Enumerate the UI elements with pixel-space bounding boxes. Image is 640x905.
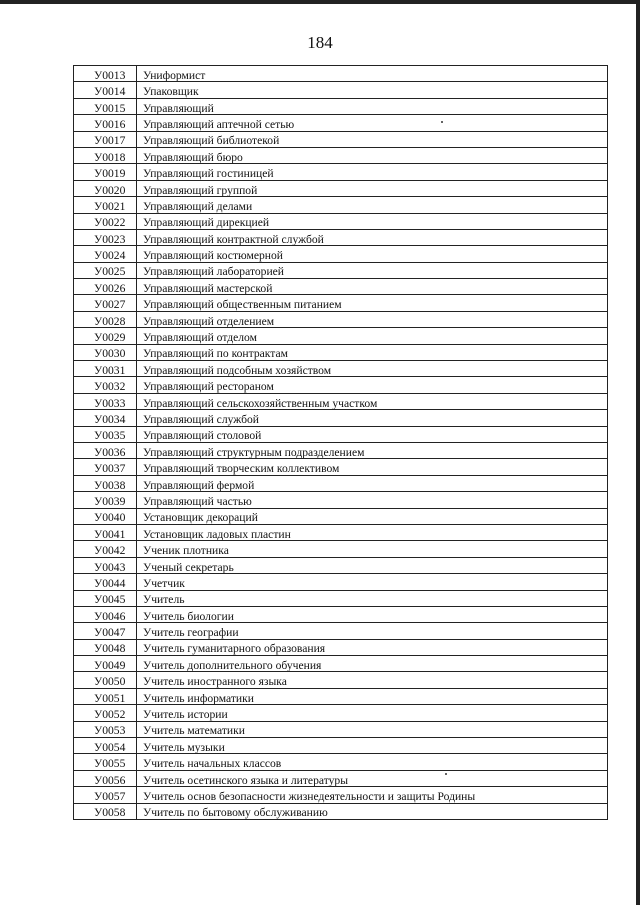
occupation-code: У0024 — [74, 246, 137, 262]
occupation-code: У0042 — [74, 541, 137, 557]
occupation-name: Упаковщик — [137, 82, 608, 98]
occupation-name: Управляющий бюро — [137, 147, 608, 163]
occupation-code: У0055 — [74, 754, 137, 770]
occupation-name: Учитель музыки — [137, 738, 608, 754]
occupation-code: У0047 — [74, 623, 137, 639]
occupation-name: Учитель истории — [137, 705, 608, 721]
table-row — [74, 623, 608, 639]
table-row — [74, 147, 608, 163]
occupation-code: У0029 — [74, 328, 137, 344]
occupation-code: У0015 — [74, 98, 137, 114]
table-row — [74, 442, 608, 458]
occupation-code-table — [73, 65, 608, 820]
occupation-name: Управляющий структурным подразделением — [137, 442, 608, 458]
table-row — [74, 524, 608, 540]
occupation-name: Учитель иностранного языка — [137, 672, 608, 688]
table-row — [74, 557, 608, 573]
occupation-code: У0049 — [74, 656, 137, 672]
occupation-name: Управляющий отделом — [137, 328, 608, 344]
occupation-name: Управляющий творческим коллективом — [137, 459, 608, 475]
occupation-name: Управляющий костюмерной — [137, 246, 608, 262]
scan-speck — [441, 121, 443, 123]
occupation-code: У0035 — [74, 426, 137, 442]
occupation-code: У0046 — [74, 606, 137, 622]
occupation-code: У0040 — [74, 508, 137, 524]
occupation-name: Учетчик — [137, 574, 608, 590]
table-row — [74, 508, 608, 524]
table-row — [74, 475, 608, 491]
occupation-name: Управляющий группой — [137, 180, 608, 196]
occupation-code: У0016 — [74, 115, 137, 131]
occupation-name: Управляющий контрактной службой — [137, 229, 608, 245]
occupation-name: Управляющий аптечной сетью — [137, 115, 608, 131]
occupation-name: Управляющий сельскохозяйственным участком — [137, 393, 608, 409]
table-row — [74, 131, 608, 147]
occupation-name: Учитель информатики — [137, 688, 608, 704]
occupation-name: Ученик плотника — [137, 541, 608, 557]
occupation-code: У0036 — [74, 442, 137, 458]
occupation-code: У0017 — [74, 131, 137, 147]
occupation-name: Учитель дополнительного обучения — [137, 656, 608, 672]
table-row — [74, 262, 608, 278]
occupation-name: Управляющий лабораторией — [137, 262, 608, 278]
table-row — [74, 361, 608, 377]
table-row — [74, 164, 608, 180]
occupation-name: Учитель осетинского языка и литературы — [137, 770, 608, 786]
occupation-name: Управляющий службой — [137, 410, 608, 426]
occupation-name: Учитель по бытовому обслуживанию — [137, 803, 608, 819]
table-row — [74, 82, 608, 98]
occupation-name: Управляющий делами — [137, 197, 608, 213]
table-row — [74, 98, 608, 114]
occupation-name: Управляющий мастерской — [137, 279, 608, 295]
occupation-name: Управляющий фермой — [137, 475, 608, 491]
occupation-name: Управляющий частью — [137, 492, 608, 508]
occupation-name: Управляющий — [137, 98, 608, 114]
table-row — [74, 672, 608, 688]
occupation-code: У0020 — [74, 180, 137, 196]
occupation-name: Управляющий дирекцией — [137, 213, 608, 229]
occupation-code: У0018 — [74, 147, 137, 163]
occupation-code: У0032 — [74, 377, 137, 393]
occupation-name: Управляющий рестораном — [137, 377, 608, 393]
table-row — [74, 393, 608, 409]
occupation-code: У0045 — [74, 590, 137, 606]
occupation-name: Униформист — [137, 66, 608, 82]
occupation-code: У0053 — [74, 721, 137, 737]
table-row — [74, 574, 608, 590]
table-row — [74, 410, 608, 426]
occupation-name: Учитель — [137, 590, 608, 606]
table-row — [74, 180, 608, 196]
occupation-code: У0051 — [74, 688, 137, 704]
table-row — [74, 246, 608, 262]
table-row — [74, 787, 608, 803]
occupation-name: Учитель биологии — [137, 606, 608, 622]
occupation-code: У0050 — [74, 672, 137, 688]
table-row — [74, 770, 608, 786]
occupation-code: У0031 — [74, 361, 137, 377]
table-row — [74, 115, 608, 131]
table-row — [74, 606, 608, 622]
page-number: 184 — [307, 33, 333, 52]
occupation-name: Учитель начальных классов — [137, 754, 608, 770]
table-row — [74, 656, 608, 672]
table-row — [74, 279, 608, 295]
table-row — [74, 492, 608, 508]
occupation-code: У0014 — [74, 82, 137, 98]
table-row — [74, 688, 608, 704]
table-row — [74, 377, 608, 393]
occupation-name: Управляющий гостиницей — [137, 164, 608, 180]
occupation-code: У0048 — [74, 639, 137, 655]
table-row — [74, 459, 608, 475]
occupation-code: У0037 — [74, 459, 137, 475]
occupation-code: У0056 — [74, 770, 137, 786]
occupation-code: У0039 — [74, 492, 137, 508]
occupation-code: У0023 — [74, 229, 137, 245]
occupation-name: Установщик ладовых пластин — [137, 524, 608, 540]
table-row — [74, 590, 608, 606]
occupation-name: Управляющий библиотекой — [137, 131, 608, 147]
table-row — [74, 426, 608, 442]
table-row — [74, 639, 608, 655]
occupation-name: Управляющий общественным питанием — [137, 295, 608, 311]
occupation-name: Управляющий столовой — [137, 426, 608, 442]
table-row — [74, 197, 608, 213]
table-row — [74, 66, 608, 82]
occupation-code: У0022 — [74, 213, 137, 229]
occupation-code: У0033 — [74, 393, 137, 409]
occupation-name: Учитель математики — [137, 721, 608, 737]
occupation-name: Учитель гуманитарного образования — [137, 639, 608, 655]
occupation-code: У0013 — [74, 66, 137, 82]
table-row — [74, 328, 608, 344]
scan-border-right — [636, 0, 640, 905]
table-row — [74, 311, 608, 327]
occupation-code: У0030 — [74, 344, 137, 360]
table-row — [74, 803, 608, 819]
occupation-code: У0044 — [74, 574, 137, 590]
occupation-code: У0052 — [74, 705, 137, 721]
occupation-name: Учитель географии — [137, 623, 608, 639]
occupation-name: Ученый секретарь — [137, 557, 608, 573]
table-row — [74, 213, 608, 229]
table-row — [74, 738, 608, 754]
occupation-code: У0021 — [74, 197, 137, 213]
occupation-code: У0058 — [74, 803, 137, 819]
table-body — [74, 66, 608, 820]
occupation-code: У0027 — [74, 295, 137, 311]
occupation-code: У0034 — [74, 410, 137, 426]
occupation-code: У0026 — [74, 279, 137, 295]
occupation-name: Управляющий отделением — [137, 311, 608, 327]
occupation-code: У0028 — [74, 311, 137, 327]
occupation-name: Учитель основ безопасности жизнедеятельности и защиты Родины — [137, 787, 608, 803]
table-row — [74, 344, 608, 360]
occupation-code: У0019 — [74, 164, 137, 180]
occupation-code: У0054 — [74, 738, 137, 754]
scan-border-top — [0, 0, 640, 4]
table-row — [74, 754, 608, 770]
scan-speck — [445, 773, 447, 775]
table-row — [74, 295, 608, 311]
occupation-name: Управляющий по контрактам — [137, 344, 608, 360]
table-row — [74, 705, 608, 721]
occupation-code: У0041 — [74, 524, 137, 540]
table-row — [74, 541, 608, 557]
occupation-name: Установщик декораций — [137, 508, 608, 524]
occupation-name: Управляющий подсобным хозяйством — [137, 361, 608, 377]
table-row — [74, 721, 608, 737]
occupation-code: У0043 — [74, 557, 137, 573]
table-row — [74, 229, 608, 245]
occupation-code: У0038 — [74, 475, 137, 491]
occupation-code: У0025 — [74, 262, 137, 278]
occupation-code: У0057 — [74, 787, 137, 803]
